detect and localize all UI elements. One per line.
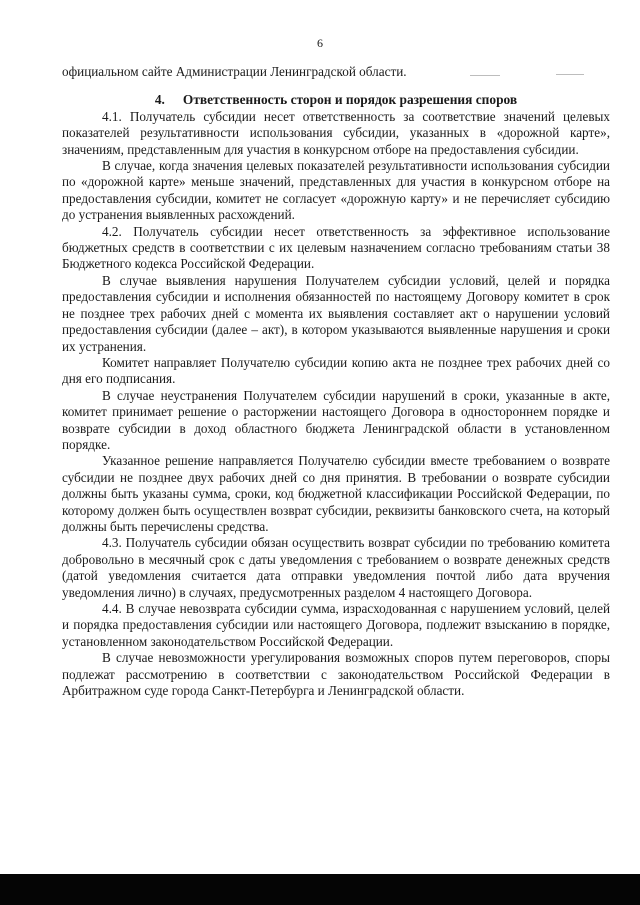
scan-artifact [470, 75, 500, 76]
paragraph-violation: В случае выявления нарушения Получателем субсидии условий, целей и порядка предоставления субсидии и исполнения обязанностей по настоящему Договору комитет в срок не позднее трех рабочих дней с момента их выявления составляет акт о нарушении условий предоставления субсидии (далее – акт), в котором указываются выявленные нарушения и сроки их устранения. [62, 272, 610, 354]
section-title: Ответственность сторон и порядок разрешения споров [182, 92, 518, 108]
section-number: 4. [154, 92, 165, 108]
paragraph-termination: В случае неустранения Получателем субсидии нарушений в сроки, указанные в акте, комитет принимает решение о расторжении настоящего Договора в одностороннем порядке и возврате субсидии в доход областного бюджета Ленинградской области в установленном порядке. [62, 387, 610, 452]
paragraph-disputes: В случае невозможности урегулирования возможных споров путем переговоров, споры подлежат рассмотрению в соответствии с законодательством Российской Федерации в Арбитражном суде города Санкт-Петербурга и Ленинградской области. [62, 650, 610, 699]
paragraph-4-1-case: В случае, когда значения целевых показателей результативности использования субсидии по «дорожной карте» меньше значений, представленных для участия в конкурсном отборе на предоставления субсидии, комитет не согласует «дорожную карту» и не перечисляет субсидию до устранения выявленных расхождений. [62, 158, 610, 223]
scan-artifact [556, 74, 584, 75]
paragraph-4-2: 4.2. Получатель субсидии несет ответственность за эффективное использование бюджетных средств в соответствии с их целевым назначением согласно требованиям статьи 38 Бюджетного кодекса Российской Федерации. [62, 223, 610, 272]
page-number: 6 [317, 36, 323, 50]
paragraph-act-copy: Комитет направляет Получателю субсидии копию акта не позднее трех рабочих дней со дня его подписания. [62, 354, 610, 387]
paragraph-refund-demand: Указанное решение направляется Получателю субсидии вместе требованием о возврате субсидии не позднее двух рабочих дней со дня принятия. В требовании о возврате субсидии должны быть указаны сумма, сроки, код бюджетной классификации Российской Федерации, по которому должен быть осуществлен возврат субсидии, реквизиты банковского счета, на который должны быть перечислены средства. [62, 453, 610, 534]
paragraph-4-1: 4.1. Получатель субсидии несет ответственность за соответствие значений целевых показателей результативности использования субсидии, указанных в «дорожной карте», значениям, представленным для участия в конкурсном отборе на предоставления субсидии. [62, 108, 610, 157]
document-body [62, 64, 610, 699]
paragraph-4-4: 4.4. В случае невозврата субсидии сумма, израсходованная с нарушением условий, целей и порядка предоставления субсидии или настоящего Договора, подлежит взысканию в порядке, установленном законодательством Российской Федерации. [62, 601, 610, 649]
paragraph-4-3: 4.3. Получатель субсидии обязан осуществить возврат субсидии по требованию комитета добровольно в месячный срок с даты уведомления с требованием о возврате денежных средств (датой уведомления считается дата отправки уведомления почтой либо дата вручения уведомления лично) в случаях, предусмотренных разделом 4 настоящего Договора. [62, 535, 610, 600]
scan-edge-bar [0, 874, 640, 905]
continuation-line: официальном сайте Администрации Ленинградской области. [62, 64, 407, 79]
section-heading [62, 92, 610, 108]
